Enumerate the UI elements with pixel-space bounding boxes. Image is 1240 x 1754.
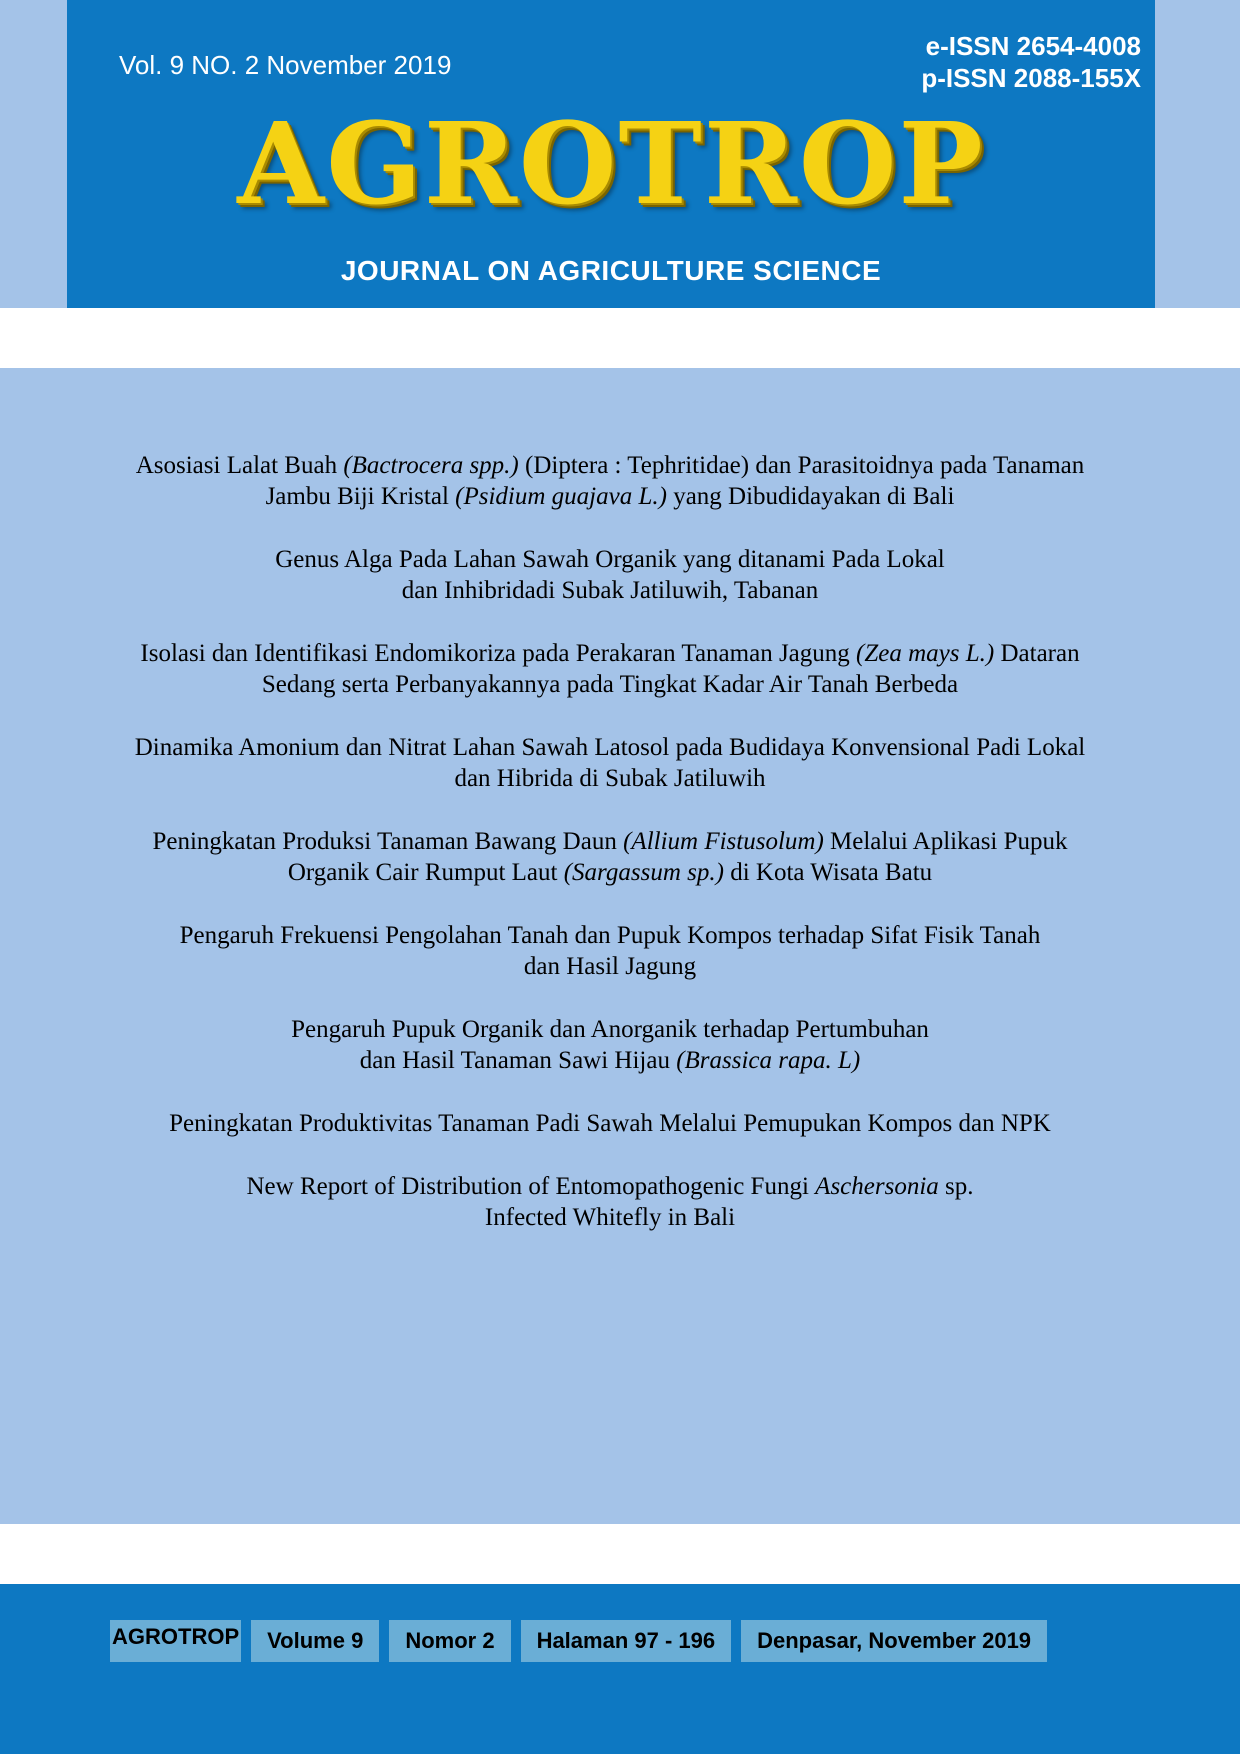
article-title — [40, 732, 1180, 794]
title-text: dan Hasil Tanaman Sawi Hijau — [359, 1047, 677, 1074]
contents-panel — [0, 368, 1240, 1524]
article-title-line — [40, 951, 1180, 982]
article-title-line — [40, 575, 1180, 606]
title-text: Asosiasi Lalat Buah — [135, 452, 344, 479]
article-title — [40, 1108, 1180, 1139]
species-name: (Bactrocera spp.) — [343, 452, 519, 479]
species-name: (Brassica rapa. L) — [676, 1047, 861, 1074]
title-text: Isolasi dan Identifikasi Endomikoriza pada Perakaran Tanaman Jagung — [140, 640, 857, 667]
article-title-line — [40, 1202, 1180, 1233]
title-text: Peningkatan Produksi Tanaman Bawang Daun — [152, 828, 624, 855]
article-title-line — [40, 857, 1180, 888]
volume-line: Vol. 9 NO. 2 November 2019 — [119, 50, 452, 80]
title-text: Jambu Biji Kristal — [265, 483, 456, 510]
title-text: dan Hibrida di Subak Jatiluwih — [454, 765, 766, 792]
article-title-line — [40, 732, 1180, 763]
title-text: Dinamika Amonium dan Nitrat Lahan Sawah Latosol pada Budidaya Konvensional Padi Lokal — [134, 734, 1086, 761]
article-title-line — [40, 450, 1180, 481]
title-text: sp. — [938, 1173, 974, 1200]
issn-block — [921, 30, 1141, 94]
title-text: yang Dibudidayakan di Bali — [666, 483, 955, 510]
title-text: Infected Whitefly in Bali — [484, 1204, 736, 1231]
species-name: (Psidium guajava L.) — [455, 483, 667, 510]
article-title-line — [40, 544, 1180, 575]
p-issn: p-ISSN 2088-155X — [921, 63, 1141, 93]
article-title-line — [40, 481, 1180, 512]
journal-logo: AGROTROP — [237, 99, 985, 230]
footer-place-date: Denpasar, November 2019 — [741, 1620, 1047, 1662]
title-text: Pengaruh Frekuensi Pengolahan Tanah dan Pupuk Kompos terhadap Sifat Fisik Tanah — [179, 922, 1041, 949]
article-title-line — [40, 763, 1180, 794]
article-title-line — [40, 1108, 1180, 1139]
journal-subtitle: JOURNAL ON AGRICULTURE SCIENCE — [340, 255, 882, 286]
title-text: Peningkatan Produktivitas Tanaman Padi Sawah Melalui Pemupukan Kompos dan NPK — [169, 1110, 1051, 1137]
article-title — [40, 920, 1180, 982]
article-title-line — [40, 920, 1180, 951]
article-title-line — [40, 669, 1180, 700]
title-text: Organik Cair Rumput Laut — [287, 859, 564, 886]
article-title — [40, 544, 1180, 606]
title-text: Sedang serta Perbanyakannya pada Tingkat Kadar Air Tanah Berbeda — [261, 671, 959, 698]
article-title — [40, 638, 1180, 700]
footer-number: Nomor 2 — [389, 1620, 510, 1662]
title-text: di Kota Wisata Batu — [723, 859, 933, 886]
article-title — [40, 826, 1180, 888]
title-text: dan Hasil Jagung — [523, 953, 697, 980]
species-name: (Sargassum sp.) — [563, 859, 724, 886]
footer-info-row — [110, 1620, 1047, 1662]
title-text: Dataran — [994, 640, 1080, 667]
article-title-line — [40, 1171, 1180, 1202]
title-text: dan Inhibridadi Subak Jatiluwih, Tabanan — [401, 577, 819, 604]
footer-pages: Halaman 97 - 196 — [521, 1620, 732, 1662]
footer-journal: AGROTROP — [110, 1620, 241, 1662]
e-issn: e-ISSN 2654-4008 — [925, 31, 1141, 61]
title-text: Genus Alga Pada Lahan Sawah Organik yang ditanami Pada Lokal — [275, 546, 945, 573]
article-title-line — [40, 638, 1180, 669]
title-text: New Report of Distribution of Entomopathogenic Fungi — [246, 1173, 816, 1200]
title-text: Pengaruh Pupuk Organik dan Anorganik terhadap Pertumbuhan — [291, 1016, 929, 1043]
species-name: (Zea mays L.) — [856, 640, 995, 667]
article-title-line — [40, 826, 1180, 857]
article-title — [40, 450, 1180, 512]
title-text: (Diptera : Tephritidae) dan Parasitoidnya pada Tanaman — [518, 452, 1085, 479]
cover-footer — [0, 1584, 1240, 1754]
article-title-line — [40, 1045, 1180, 1076]
footer-volume: Volume 9 — [251, 1620, 379, 1662]
cover-header — [67, 0, 1155, 308]
article-title — [40, 1171, 1180, 1233]
title-text: Melalui Aplikasi Pupuk — [823, 828, 1068, 855]
article-title — [40, 1014, 1180, 1076]
species-name: (Allium Fistusolum) — [623, 828, 824, 855]
article-list — [40, 450, 1180, 1265]
species-name: Aschersonia — [815, 1173, 939, 1200]
article-title-line — [40, 1014, 1180, 1045]
